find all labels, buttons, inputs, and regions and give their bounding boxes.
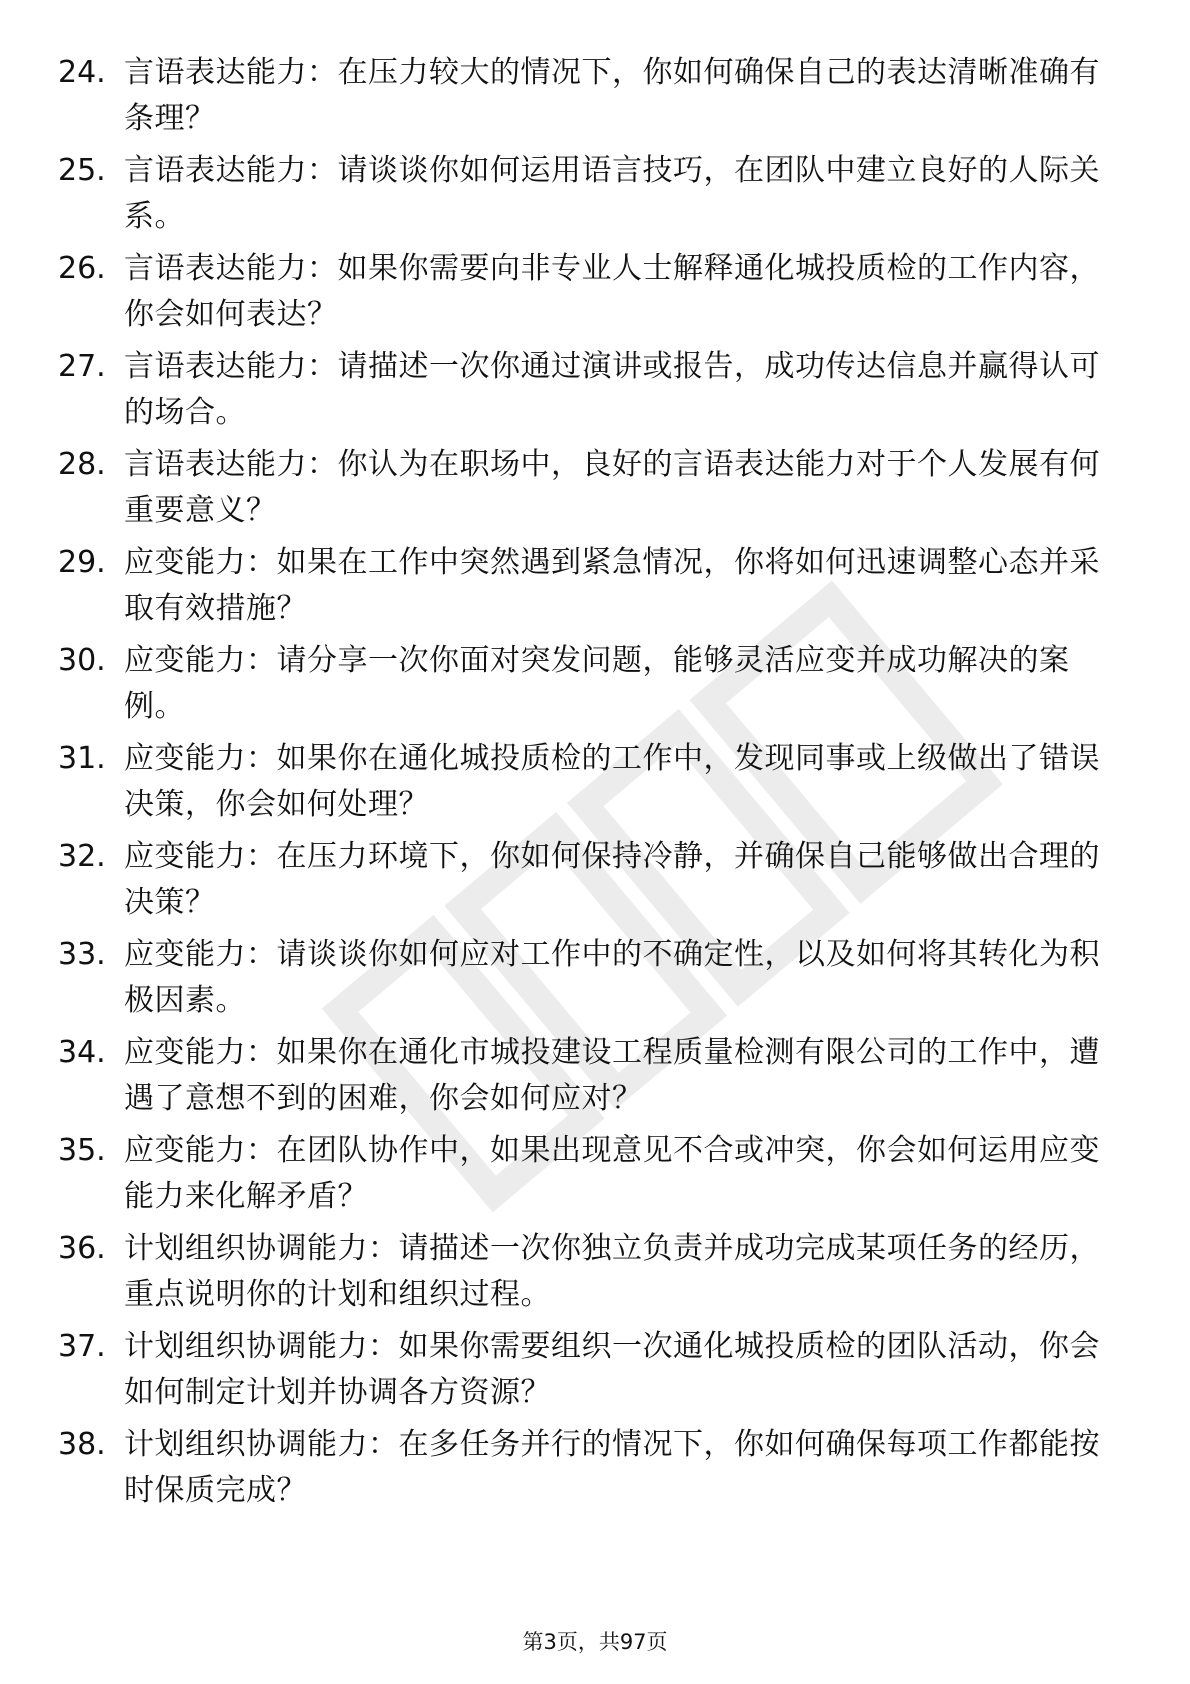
question-number: 37. xyxy=(58,1329,106,1364)
question-text: 言语表达能力：你认为在职场中，良好的言语表达能力对于个人发展有何重要意义？ xyxy=(124,447,1100,528)
question-text: 应变能力：如果你在通化市城投建设工程质量检测有限公司的工作中，遭遇了意想不到的困难，你会如何应对？ xyxy=(124,1035,1100,1116)
question-number: 29. xyxy=(58,545,106,580)
question-number: 28. xyxy=(58,447,106,482)
question-text: 计划组织协调能力：请描述一次你独立负责并成功完成某项任务的经历，重点说明你的计划和组织过程。 xyxy=(124,1231,1100,1312)
question-text: 言语表达能力：请描述一次你通过演讲或报告，成功传达信息并赢得认可的场合。 xyxy=(124,349,1100,430)
question-text: 言语表达能力：在压力较大的情况下，你如何确保自己的表达清晰准确有条理？ xyxy=(124,55,1100,136)
list-item xyxy=(58,932,1118,1024)
list-item xyxy=(58,1324,1118,1416)
question-number: 33. xyxy=(58,937,106,972)
question-text: 应变能力：如果你在通化城投质检的工作中，发现同事或上级做出了错误决策，你会如何处理？ xyxy=(124,741,1100,822)
question-text: 应变能力：请谈谈你如何应对工作中的不确定性，以及如何将其转化为积极因素。 xyxy=(124,937,1100,1018)
question-number: 35. xyxy=(58,1133,106,1168)
list-item xyxy=(58,344,1118,436)
question-number: 31. xyxy=(58,741,106,776)
list-item xyxy=(58,1030,1118,1122)
question-number: 36. xyxy=(58,1231,106,1266)
list-item xyxy=(58,834,1118,926)
question-list xyxy=(58,50,1118,1520)
list-item xyxy=(58,638,1118,730)
list-item xyxy=(58,246,1118,338)
question-number: 34. xyxy=(58,1035,106,1070)
question-text: 言语表达能力：如果你需要向非专业人士解释通化城投质检的工作内容，你会如何表达？ xyxy=(124,251,1100,332)
question-number: 25. xyxy=(58,153,106,188)
list-item xyxy=(58,540,1118,632)
list-item xyxy=(58,148,1118,240)
question-text: 应变能力：如果在工作中突然遇到紧急情况，你将如何迅速调整心态并采取有效措施？ xyxy=(124,545,1100,626)
list-item xyxy=(58,442,1118,534)
question-number: 26. xyxy=(58,251,106,286)
question-text: 应变能力：在团队协作中，如果出现意见不合或冲突，你会如何运用应变能力来化解矛盾？ xyxy=(124,1133,1100,1214)
question-number: 24. xyxy=(58,55,106,90)
list-item xyxy=(58,50,1118,142)
question-text: 计划组织协调能力：如果你需要组织一次通化城投质检的团队活动，你会如何制定计划并协调各方资源？ xyxy=(124,1329,1100,1410)
page-number-label: 第3页，共97页 xyxy=(522,1630,668,1654)
question-number: 38. xyxy=(58,1427,106,1462)
question-number: 30. xyxy=(58,643,106,678)
question-text: 言语表达能力：请谈谈你如何运用语言技巧，在团队中建立良好的人际关系。 xyxy=(124,153,1100,234)
page-footer xyxy=(0,1626,1190,1656)
question-text: 应变能力：请分享一次你面对突发问题，能够灵活应变并成功解决的案例。 xyxy=(124,643,1070,724)
list-item xyxy=(58,1422,1118,1514)
list-item xyxy=(58,1128,1118,1220)
list-item xyxy=(58,736,1118,828)
question-number: 32. xyxy=(58,839,106,874)
question-text: 应变能力：在压力环境下，你如何保持冷静，并确保自己能够做出合理的决策？ xyxy=(124,839,1100,920)
question-number: 27. xyxy=(58,349,106,384)
question-text: 计划组织协调能力：在多任务并行的情况下，你如何确保每项工作都能按时保质完成？ xyxy=(124,1427,1100,1508)
list-item xyxy=(58,1226,1118,1318)
